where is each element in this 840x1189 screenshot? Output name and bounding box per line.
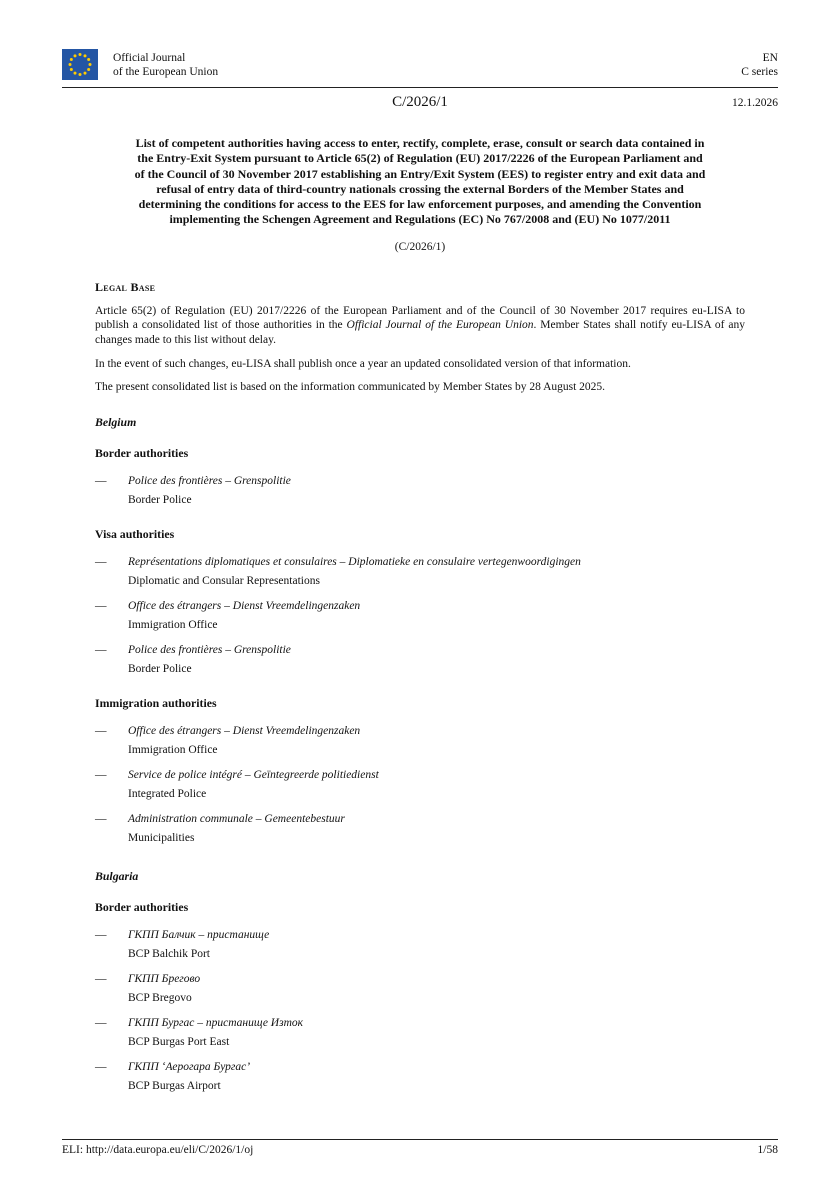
flag-star <box>84 54 87 57</box>
authority-type-heading: Immigration authorities <box>95 695 217 710</box>
eu-flag-icon <box>62 49 98 80</box>
authority-original: ГКПП Брегово <box>128 972 201 985</box>
authority-item <box>95 810 745 849</box>
legal-base-paragraph-3: The present consolidated list is based on the information communicated by Member States by 28 August 2025. <box>95 381 606 394</box>
journal-title-line1: Official Journal <box>113 52 186 64</box>
authority-item <box>95 926 745 965</box>
eli-url-link[interactable]: http://data.europa.eu/eli/C/2026/1/oj <box>85 1144 254 1156</box>
authority-list <box>95 722 745 849</box>
publication-date: 12.1.2026 <box>732 97 778 109</box>
authority-entry <box>128 722 745 761</box>
flag-star <box>87 68 90 71</box>
page-header <box>62 0 778 80</box>
dash-marker: — <box>95 474 107 487</box>
authority-original: Office des étrangers – Dienst Vreemdelingenzaken <box>128 599 361 612</box>
language-code: EN <box>762 52 778 64</box>
authority-original: Représentations diplomatiques et consulaires – Diplomatieke en consulaire vertegenwoordigingen <box>128 555 581 568</box>
series-label: C series <box>741 66 778 78</box>
authority-translation: Diplomatic and Consular Representations <box>128 575 320 588</box>
authority-entry <box>128 970 745 1009</box>
flag-star <box>84 72 87 75</box>
authority-item <box>95 641 745 680</box>
dash-marker: — <box>95 1016 107 1029</box>
authority-entry <box>128 926 745 965</box>
authority-translation: Border Police <box>128 494 192 507</box>
flag-star <box>70 68 73 71</box>
dash-marker: — <box>95 555 107 568</box>
legal-base-heading: Legal Base <box>95 279 156 294</box>
journal-title-line2: of the European Union <box>113 65 219 78</box>
authority-translation: Border Police <box>128 663 192 676</box>
document-subtitle: (C/2026/1) <box>394 240 446 253</box>
authority-entry <box>128 472 745 511</box>
flag-star <box>79 53 82 56</box>
document-number: C/2026/1 <box>392 94 448 110</box>
authority-original: Office des étrangers – Dienst Vreemdelingenzaken <box>128 724 361 737</box>
authority-entry <box>128 1058 745 1097</box>
journal-name-italic: Official Journal of the European Union <box>346 319 534 332</box>
authority-translation: BCP Burgas Airport <box>128 1080 221 1093</box>
authority-item <box>95 472 745 511</box>
authority-item <box>95 722 745 761</box>
legal-base-paragraph-1 <box>95 304 745 348</box>
flag-star <box>79 73 82 76</box>
flag-star <box>74 54 77 57</box>
paragraph-1-pre: Article 65(2) of Regulation (EU) 2017/2226 of the European Parliament and of the Council of 30 November 2017 requires eu-LISA to publish a consolidated list of those authorities in the <box>95 304 745 332</box>
header-divider <box>62 87 778 88</box>
authority-translation: BCP Bregovo <box>128 992 192 1005</box>
eli-label: ELI: <box>62 1144 84 1156</box>
authority-original: ГКПП Бургас – пристанище Изток <box>128 1016 304 1029</box>
authority-entry <box>128 810 745 849</box>
document-reference-line <box>62 94 778 112</box>
authority-item <box>95 970 745 1009</box>
dash-marker: — <box>95 768 107 781</box>
authority-item <box>95 766 745 805</box>
authority-original: Administration communale – Gemeentebestuur <box>128 812 345 825</box>
legal-base-paragraph-2: In the event of such changes, eu-LISA shall publish once a year an updated consolidated version of that information. <box>95 357 631 370</box>
authority-translation: BCP Balchik Port <box>128 948 210 961</box>
authority-original: ГКПП Балчик – пристанище <box>128 928 270 941</box>
authority-translation: Immigration Office <box>128 619 218 632</box>
oj-brand <box>62 49 218 80</box>
authority-original: Police des frontières – Grenspolitie <box>128 643 291 656</box>
document-title: List of competent authorities having access to enter, rectify, complete, erase, consult or search data contained in the Entry-Exit System pursuant to Article 65(2) of Regulation (EU) 2017/2226 of the European Parliament and of the Council of 30 November 2017 establishing an Entry/Exit System (EES) to register entry and exit data and refusal of entry data of third-country nationals crossing the external Borders of the Member States and determining the conditions for access to the EES for law enforcement purposes, and amending the Convention implementing the Schengen Agreement and Regulations (EC) No 767/2008 and (EU) No 1077/2011 <box>134 136 706 227</box>
flag-star <box>87 58 90 61</box>
authority-type-heading: Border authorities <box>95 445 189 460</box>
country-name-belgium: Belgium <box>95 414 137 429</box>
authority-entry <box>128 597 745 636</box>
dash-marker: — <box>95 724 107 737</box>
authority-original: ГКПП ‘Аерогара Бургас’ <box>128 1060 251 1073</box>
flag-star <box>89 63 92 66</box>
document-body <box>95 280 745 1097</box>
page-number: 1/58 <box>757 1144 778 1156</box>
authority-type-heading: Visa authorities <box>95 526 175 541</box>
authority-translation: BCP Burgas Port East <box>128 1036 230 1049</box>
authority-item <box>95 1058 745 1097</box>
journal-title <box>113 49 218 80</box>
dash-marker: — <box>95 599 107 612</box>
authority-list <box>95 472 745 511</box>
dash-marker: — <box>95 972 107 985</box>
authority-translation: Integrated Police <box>128 788 207 801</box>
authority-original: Service de police intégré – Geïntegreerde politiedienst <box>128 768 379 781</box>
authority-translation: Immigration Office <box>128 744 218 757</box>
flag-star <box>74 72 77 75</box>
header-corner <box>741 49 778 79</box>
dash-marker: — <box>95 1060 107 1073</box>
authority-item <box>95 553 745 592</box>
authority-entry <box>128 553 745 592</box>
flag-star <box>69 63 72 66</box>
authority-entry <box>128 1014 745 1053</box>
authority-entry <box>128 641 745 680</box>
paragraph-1-post: . Member States shall notify eu-LISA of any changes made to this list without delay. <box>95 319 746 346</box>
country-name-bulgaria: Bulgaria <box>95 868 139 883</box>
dash-marker: — <box>95 643 107 656</box>
authority-item <box>95 597 745 636</box>
authority-entry <box>128 766 745 805</box>
authority-translation: Municipalities <box>128 832 195 845</box>
authority-item <box>95 1014 745 1053</box>
dash-marker: — <box>95 812 107 825</box>
authority-list <box>95 553 745 680</box>
dash-marker: — <box>95 928 107 941</box>
authority-type-heading: Border authorities <box>95 899 189 914</box>
authority-list <box>95 926 745 1097</box>
authority-original: Police des frontières – Grenspolitie <box>128 474 291 487</box>
page-footer <box>62 1139 778 1156</box>
flag-star <box>70 58 73 61</box>
eli-reference <box>62 1144 253 1156</box>
